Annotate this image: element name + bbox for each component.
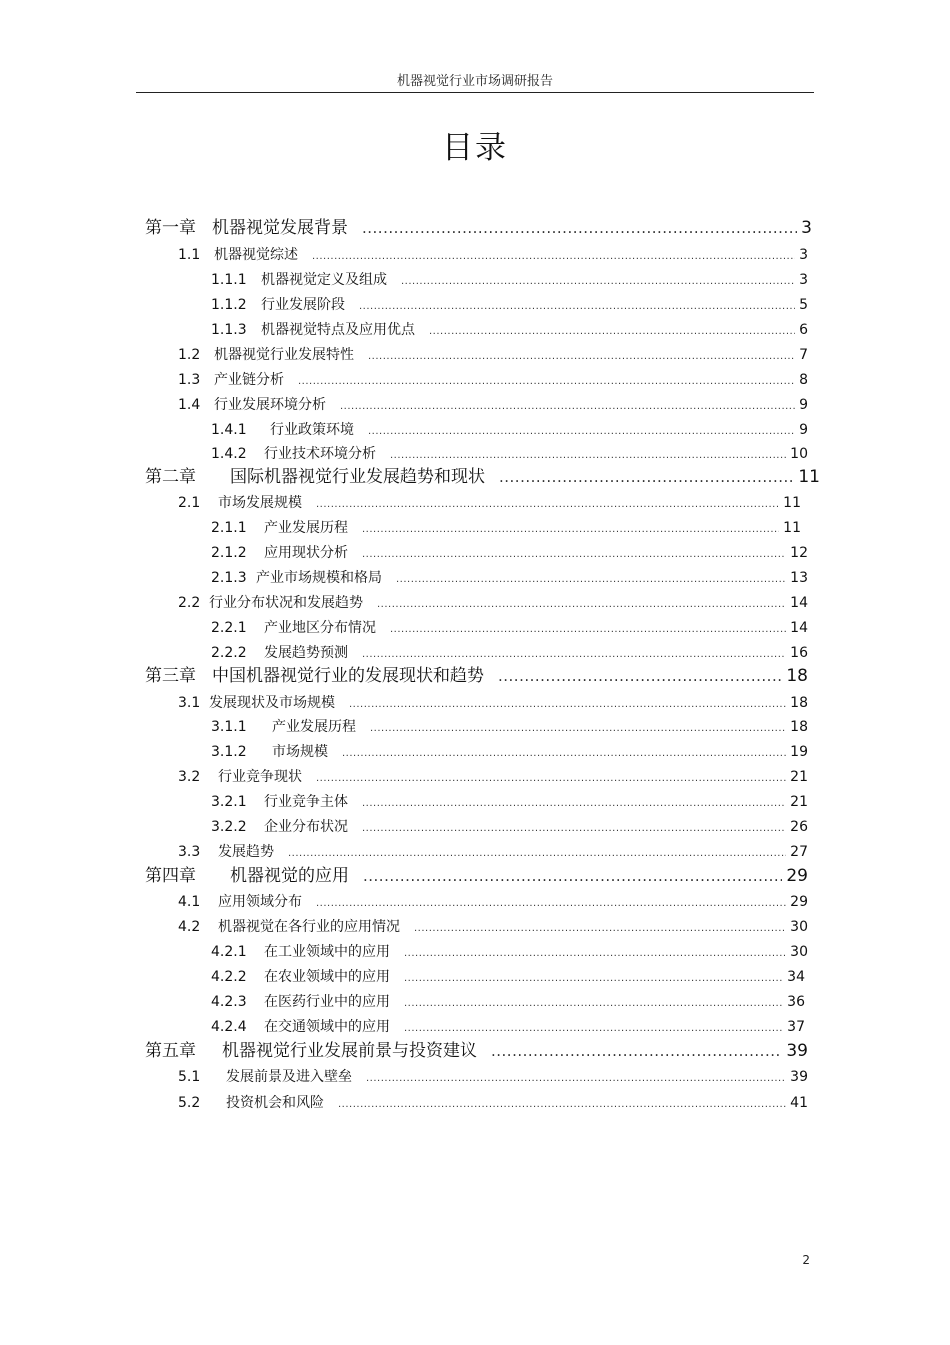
toc-page-number: 8 bbox=[799, 372, 808, 388]
toc-section[interactable] bbox=[178, 842, 808, 866]
toc-section[interactable] bbox=[178, 1067, 808, 1091]
toc-number: 4.2.1 bbox=[211, 944, 247, 960]
toc-page-number: 3 bbox=[799, 272, 808, 288]
toc-page-number: 14 bbox=[790, 595, 808, 611]
toc-label: 行业发展阶段 bbox=[261, 297, 345, 313]
toc-page-number: 34 bbox=[787, 969, 805, 985]
toc-label: 中国机器视觉行业的发展现状和趋势 bbox=[212, 666, 484, 686]
toc-subsection[interactable] bbox=[211, 420, 808, 444]
toc-label: 机器视觉综述 bbox=[214, 247, 298, 263]
toc-subsection[interactable] bbox=[211, 992, 805, 1016]
toc-page-number: 9 bbox=[799, 422, 808, 438]
toc-page-number: 11 bbox=[783, 495, 801, 511]
toc-page-number: 30 bbox=[790, 919, 808, 935]
toc-number: 第四章 bbox=[145, 866, 196, 886]
toc-label: 发展现状及市场规模 bbox=[209, 695, 335, 711]
toc-label: 行业政策环境 bbox=[270, 422, 354, 438]
toc-number: 4.1 bbox=[178, 894, 201, 910]
toc-subsection[interactable] bbox=[211, 643, 808, 667]
toc-leader-dots bbox=[491, 1041, 782, 1061]
toc-number: 4.2 bbox=[178, 919, 201, 935]
toc-leader-dots bbox=[362, 545, 786, 565]
toc-leader-dots bbox=[404, 969, 783, 989]
toc-leader-dots bbox=[363, 866, 782, 886]
toc-number: 3.1.2 bbox=[211, 744, 247, 760]
toc-leader-dots bbox=[288, 844, 786, 864]
toc-leader-dots bbox=[401, 272, 795, 292]
toc-page-number: 11 bbox=[783, 520, 801, 536]
toc-leader-dots bbox=[377, 595, 786, 615]
toc-label: 机器视觉行业发展前景与投资建议 bbox=[222, 1041, 477, 1061]
toc-page-number: 6 bbox=[799, 322, 808, 338]
toc-page-number: 10 bbox=[790, 446, 808, 462]
toc-label: 机器视觉行业发展特性 bbox=[214, 347, 354, 363]
toc-label: 产业地区分布情况 bbox=[264, 620, 376, 636]
toc-page-number: 3 bbox=[799, 247, 808, 263]
toc-page-number: 11 bbox=[798, 467, 820, 487]
toc-label: 发展趋势预测 bbox=[264, 645, 348, 661]
toc-number: 第一章 bbox=[145, 218, 196, 238]
toc-label: 企业分布状况 bbox=[264, 819, 348, 835]
toc-leader-dots bbox=[312, 247, 795, 267]
toc-page-number: 26 bbox=[790, 819, 808, 835]
toc-subsection[interactable] bbox=[211, 320, 808, 344]
toc-number: 3.2.1 bbox=[211, 794, 247, 810]
toc-number: 第五章 bbox=[145, 1041, 196, 1061]
toc-page-number: 39 bbox=[786, 1041, 808, 1061]
toc-page-number: 16 bbox=[790, 645, 808, 661]
toc-number: 1.1.1 bbox=[211, 272, 247, 288]
toc-leader-dots bbox=[362, 819, 786, 839]
toc-subsection[interactable] bbox=[211, 518, 801, 542]
toc-subsection[interactable] bbox=[211, 543, 808, 567]
toc-label: 产业市场规模和格局 bbox=[256, 570, 382, 586]
toc-leader-dots bbox=[342, 744, 786, 764]
toc-section[interactable] bbox=[178, 493, 801, 517]
toc-subsection[interactable] bbox=[211, 444, 808, 468]
toc-leader-dots bbox=[362, 520, 779, 540]
toc-number: 2.1.3 bbox=[211, 570, 247, 586]
toc-number: 1.1.3 bbox=[211, 322, 247, 338]
toc-section[interactable] bbox=[178, 693, 808, 717]
toc-page-number: 29 bbox=[786, 866, 808, 886]
toc-leader-dots bbox=[404, 944, 786, 964]
toc-section[interactable] bbox=[178, 395, 808, 419]
toc-label: 投资机会和风险 bbox=[226, 1095, 324, 1111]
toc-page-number: 7 bbox=[799, 347, 808, 363]
toc-number: 3.2 bbox=[178, 769, 201, 785]
toc-page-number: 3 bbox=[801, 218, 812, 238]
toc-label: 应用领域分布 bbox=[218, 894, 302, 910]
toc-page-number: 5 bbox=[799, 297, 808, 313]
toc-label: 产业发展历程 bbox=[272, 719, 356, 735]
toc-label: 市场发展规模 bbox=[218, 495, 302, 511]
toc-leader-dots bbox=[316, 495, 779, 515]
toc-number: 3.1.1 bbox=[211, 719, 247, 735]
toc-page-number: 18 bbox=[790, 695, 808, 711]
toc-label: 产业发展历程 bbox=[264, 520, 348, 536]
toc-label: 行业技术环境分析 bbox=[264, 446, 376, 462]
toc-leader-dots bbox=[390, 446, 786, 466]
toc-leader-dots bbox=[404, 994, 783, 1014]
toc-label: 行业分布状况和发展趋势 bbox=[209, 595, 363, 611]
toc-page-number: 29 bbox=[790, 894, 808, 910]
toc-page-number: 19 bbox=[790, 744, 808, 760]
toc-page-number: 9 bbox=[799, 397, 808, 413]
toc-leader-dots bbox=[370, 719, 786, 739]
toc-page-number: 18 bbox=[786, 666, 808, 686]
toc-subsection[interactable] bbox=[211, 568, 808, 592]
toc-leader-dots bbox=[404, 1019, 783, 1039]
toc-page-number: 12 bbox=[790, 545, 808, 561]
toc-subsection[interactable] bbox=[211, 817, 808, 841]
toc-page-number: 21 bbox=[790, 769, 808, 785]
toc-subsection[interactable] bbox=[211, 270, 808, 294]
toc-number: 4.2.4 bbox=[211, 1019, 247, 1035]
toc-section[interactable] bbox=[178, 245, 808, 269]
toc-leader-dots bbox=[368, 422, 795, 442]
toc-leader-dots bbox=[316, 894, 786, 914]
toc-label: 在农业领域中的应用 bbox=[264, 969, 390, 985]
toc-subsection[interactable] bbox=[211, 742, 808, 766]
toc-subsection[interactable] bbox=[211, 618, 808, 642]
toc-leader-dots bbox=[362, 218, 797, 238]
toc-number: 4.2.3 bbox=[211, 994, 247, 1010]
toc-number: 1.2 bbox=[178, 347, 201, 363]
toc-label: 市场规模 bbox=[272, 744, 328, 760]
toc-label: 在医药行业中的应用 bbox=[264, 994, 390, 1010]
toc-label: 发展趋势 bbox=[218, 844, 274, 860]
toc-leader-dots bbox=[396, 570, 786, 590]
toc-subsection[interactable] bbox=[211, 295, 808, 319]
toc-label: 国际机器视觉行业发展趋势和现状 bbox=[230, 467, 485, 487]
toc-leader-dots bbox=[366, 1069, 786, 1089]
toc-label: 发展前景及进入壁垒 bbox=[226, 1069, 352, 1085]
toc-section[interactable] bbox=[178, 370, 808, 394]
toc-subsection[interactable] bbox=[211, 942, 808, 966]
toc-leader-dots bbox=[498, 666, 782, 686]
toc-label: 行业竞争主体 bbox=[264, 794, 348, 810]
toc-number: 1.4.2 bbox=[211, 446, 247, 462]
toc-number: 2.2.1 bbox=[211, 620, 247, 636]
toc-number: 2.2.2 bbox=[211, 645, 247, 661]
toc-page-number: 14 bbox=[790, 620, 808, 636]
toc-subsection[interactable] bbox=[211, 1017, 805, 1041]
toc-page-number: 36 bbox=[787, 994, 805, 1010]
toc-chapter[interactable] bbox=[145, 1041, 808, 1067]
toc-leader-dots bbox=[362, 645, 786, 665]
toc-number: 1.1 bbox=[178, 247, 201, 263]
toc-chapter[interactable] bbox=[145, 666, 808, 692]
toc-leader-dots bbox=[338, 1095, 786, 1115]
toc-label: 机器视觉定义及组成 bbox=[261, 272, 387, 288]
toc-label: 行业竞争现状 bbox=[218, 769, 302, 785]
toc-leader-dots bbox=[349, 695, 786, 715]
toc-label: 在交通领域中的应用 bbox=[264, 1019, 390, 1035]
toc-number: 2.1.1 bbox=[211, 520, 247, 536]
toc-page-number: 13 bbox=[790, 570, 808, 586]
toc-number: 第三章 bbox=[145, 666, 196, 686]
toc-number: 5.1 bbox=[178, 1069, 201, 1085]
toc-leader-dots bbox=[414, 919, 786, 939]
toc-chapter[interactable] bbox=[145, 866, 808, 892]
toc-label: 机器视觉发展背景 bbox=[212, 218, 348, 238]
toc-label: 机器视觉在各行业的应用情况 bbox=[218, 919, 400, 935]
toc-subsection[interactable] bbox=[211, 967, 805, 991]
toc-number: 2.2 bbox=[178, 595, 201, 611]
toc-number: 3.2.2 bbox=[211, 819, 247, 835]
toc-page-number: 39 bbox=[790, 1069, 808, 1085]
toc-chapter[interactable] bbox=[145, 218, 812, 244]
toc-leader-dots bbox=[499, 467, 794, 487]
toc-label: 产业链分析 bbox=[214, 372, 284, 388]
toc-number: 第二章 bbox=[145, 467, 196, 487]
toc-leader-dots bbox=[298, 372, 795, 392]
toc-number: 1.3 bbox=[178, 372, 201, 388]
toc-section[interactable] bbox=[178, 345, 808, 369]
toc-leader-dots bbox=[362, 794, 786, 814]
toc-leader-dots bbox=[368, 347, 795, 367]
toc-number: 1.4.1 bbox=[211, 422, 247, 438]
toc-chapter[interactable] bbox=[145, 467, 820, 493]
toc-leader-dots bbox=[429, 322, 795, 342]
toc-subsection[interactable] bbox=[211, 717, 808, 741]
toc-number: 3.1 bbox=[178, 695, 201, 711]
toc-section[interactable] bbox=[178, 1093, 808, 1117]
toc-number: 2.1 bbox=[178, 495, 201, 511]
page-title: 目录 bbox=[442, 130, 508, 166]
toc-label: 应用现状分析 bbox=[264, 545, 348, 561]
toc-number: 3.3 bbox=[178, 844, 201, 860]
toc-page-number: 21 bbox=[790, 794, 808, 810]
toc-page-number: 18 bbox=[790, 719, 808, 735]
toc-number: 5.2 bbox=[178, 1095, 201, 1111]
toc-page-number: 41 bbox=[790, 1095, 808, 1111]
toc-label: 在工业领域中的应用 bbox=[264, 944, 390, 960]
toc-section[interactable] bbox=[178, 892, 808, 916]
toc-page-number: 37 bbox=[787, 1019, 805, 1035]
toc-label: 机器视觉特点及应用优点 bbox=[261, 322, 415, 338]
toc-leader-dots bbox=[390, 620, 786, 640]
running-header: 机器视觉行业市场调研报告 bbox=[396, 74, 553, 89]
toc-page-number: 30 bbox=[790, 944, 808, 960]
toc-subsection[interactable] bbox=[211, 792, 808, 816]
toc-number: 4.2.2 bbox=[211, 969, 247, 985]
toc-label: 行业发展环境分析 bbox=[214, 397, 326, 413]
toc-leader-dots bbox=[340, 397, 795, 417]
page-number: 2 bbox=[802, 1253, 810, 1267]
toc-leader-dots bbox=[359, 297, 795, 317]
toc-page-number: 27 bbox=[790, 844, 808, 860]
toc-number: 1.1.2 bbox=[211, 297, 247, 313]
toc-section[interactable] bbox=[178, 767, 808, 791]
toc-section[interactable] bbox=[178, 917, 808, 941]
toc-number: 1.4 bbox=[178, 397, 201, 413]
toc-leader-dots bbox=[316, 769, 786, 789]
toc-section[interactable] bbox=[178, 593, 808, 617]
toc-label: 机器视觉的应用 bbox=[230, 866, 349, 886]
toc-number: 2.1.2 bbox=[211, 545, 247, 561]
